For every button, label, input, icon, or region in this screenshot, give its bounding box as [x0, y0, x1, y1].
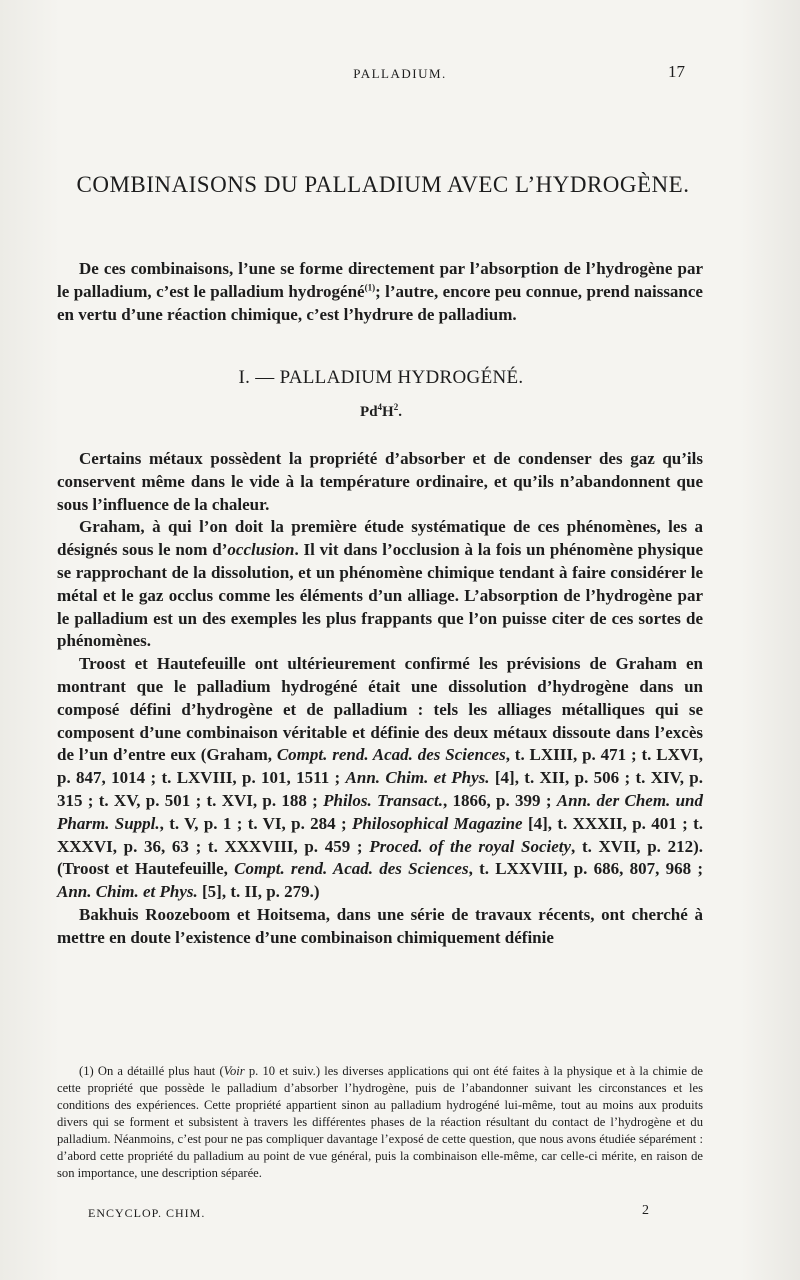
running-title: PALLADIUM.: [353, 66, 447, 81]
paragraph-bakhuis: Bakhuis Roozeboom et Hoitsema, dans une série de travaux récents, ont cherché à mettre en doute l’existence d’une combinaison chimiquement définie: [57, 904, 703, 947]
footnote-reference: (1): [364, 282, 376, 293]
paragraph-graham: Graham, à qui l’on doit la première étude systématique de ces phénomènes, les a désignés sous le nom d’occlusion. Il vit dans l’occlusion à la fois un phénomène physique se rapprochant de la dissolution, et un phénomène chimique tendant à faire considérer le métal et le gaz occlus comme les éléments d’un alliage. L’absorption de l’hydrogène par le palladium est un des exemples les plus frappants que l’on puisse citer de ces sortes de phénomènes.: [57, 517, 703, 651]
paragraph-absorption: Certains métaux possèdent la propriété d’absorber et de condenser des gaz qu’ils conservent même dans le vide à la température ordinaire, et qu’ils n’abandonnent que sous l’influence de la chaleur.: [57, 449, 703, 514]
chemical-formula: $Pd^4H^2$.: [360, 402, 402, 420]
signature-mark: ENCYCLOP. CHIM.: [88, 1206, 206, 1220]
paragraph-troost: Troost et Hautefeuille ont ultérieurement confirmé les prévisions de Graham en montrant que le palladium hydrogéné était une dissolution d’hydrogène dans un composé défini d’hydrogène et de palladium : tels les alliages métalliques qui se composent d’une combinaison véritable et définie des deux métaux dissoute dans l’excès de l’un d’entre eux (Graham, Compt. rend. Acad. des Sciences, t. LXIII, p. 471 ; t. LXVI, p. 847, 1014 ; t. LXVIII, p. 101, 1511 ; Ann. Chim. et Phys. [4], t. XII, p. 506 ; t. XIV, p. 315 ; t. XV, p. 501 ; t. XVI, p. 188 ; Philos. Transact., 1866, p. 399 ; Ann. der Chem. und Pharm. Suppl., t. V, p. 1 ; t. VI, p. 284 ; Philosophical Magazine [4], t. XXXII, p. 401 ; t. XXXVI, p. 36, 63 ; t. XXXVIII, p. 459 ; Proced. of the royal Society, t. XVII, p. 212). (Troost et Hautefeuille, Compt. rend. Acad. des Sciences, t. LXXVIII, p. 686, 807, 968 ; Ann. Chim. et Phys. [5], t. II, p. 279.): [57, 654, 704, 902]
chapter-title: COMBINAISONS DU PALLADIUM AVEC L’HYDROGÈNE.: [76, 172, 690, 197]
intro-paragraph: De ces combinaisons, l’une se forme directement par l’absorption de l’hydrogène par le palladium, c’est le palladium hydrogéné$^{(1)}$; l’autre, encore peu connue, prend naissance en vertu d’une réaction chimique, c’est l’hydrure de palladium.: [57, 259, 703, 324]
footnote: (1) On a détaillé plus haut (Voir p. 10 et suiv.) les diverses applications qui ont été faites à la physique et à la chimie de cette propriété que possède le palladium d’absorber l’hydrogène, puis de l’abandonner suivant les circonstances et les conditions des expériences. Cette propriété appartient sinon au palladium hydrogéné lui-même, tout au moins aux produits divers qui se forment et subsistent à travers les différentes phases de la réaction résultant du contact de l’hydrogène et du palladium. Néanmoins, c’est pour ne pas compliquer davantage l’exposé de cette question, que nous avons étudiée séparément : d’abord cette propriété du palladium au point de vue général, puis la combinaison elle-même, car celle-ci mérite, en raison de son importance, une description séparée.: [57, 1064, 703, 1180]
body-text: [57, 448, 703, 950]
page-number: 17: [668, 62, 685, 81]
section-title: I. — PALLADIUM HYDROGÉNÉ.: [238, 367, 524, 388]
signature-number: 2: [642, 1203, 649, 1218]
